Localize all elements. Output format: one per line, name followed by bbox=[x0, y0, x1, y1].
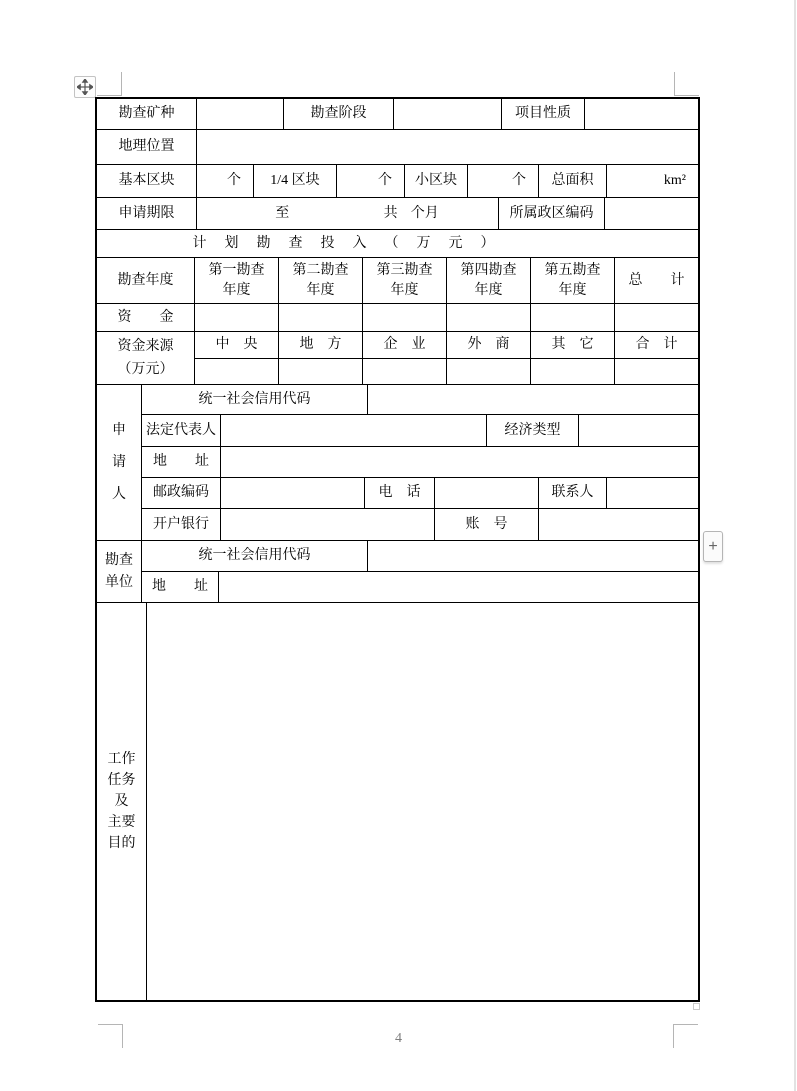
source-total-label: 合 计 bbox=[635, 337, 678, 352]
applicant-char-3: 人 bbox=[112, 486, 126, 502]
source-enterprise-label: 企 业 bbox=[363, 332, 447, 358]
agency-section-label bbox=[97, 541, 142, 602]
fund-year-5-cell[interactable] bbox=[531, 304, 615, 331]
contact-cell[interactable] bbox=[607, 478, 698, 508]
insert-button[interactable]: + bbox=[703, 531, 723, 562]
fund-year-3-cell[interactable] bbox=[363, 304, 447, 331]
tasks-label-line4: 主要 bbox=[107, 815, 136, 830]
tasks-label-line2: 任务 bbox=[107, 773, 136, 788]
basic-block-label: 基本区块 bbox=[97, 165, 197, 197]
plan-total-header: 总 计 bbox=[628, 272, 685, 288]
mineral-type-label: 勘查矿种 bbox=[97, 99, 197, 129]
quarter-block-label: 1/4 区块 bbox=[254, 165, 337, 197]
tasks-label-line1: 工作 bbox=[107, 752, 136, 767]
applicant-credit-code-row bbox=[142, 385, 698, 415]
row-period bbox=[97, 198, 698, 230]
period-total-text: 共 bbox=[383, 205, 398, 221]
total-area-value-cell[interactable]: km² bbox=[663, 173, 686, 188]
plan-year-3-line1: 第三勘查 bbox=[376, 262, 433, 278]
page-number: 4 bbox=[395, 1031, 402, 1046]
period-label: 申请期限 bbox=[97, 198, 197, 229]
exploration-stage-value-cell[interactable] bbox=[394, 99, 502, 129]
exploration-stage-label: 勘查阶段 bbox=[284, 99, 394, 129]
postal-code-cell[interactable] bbox=[221, 478, 365, 508]
tasks-section bbox=[97, 603, 698, 1000]
tasks-label-line3: 及 bbox=[114, 794, 129, 809]
funding-source-label-line1: 资金来源 bbox=[117, 339, 174, 354]
margin-mark-top-left bbox=[97, 72, 122, 96]
plan-year-5-line2: 年度 bbox=[558, 282, 587, 298]
contact-label: 联系人 bbox=[539, 478, 607, 508]
legal-rep-cell[interactable] bbox=[221, 415, 487, 446]
agency-address-row bbox=[142, 572, 698, 602]
agency-credit-code-label: 统一社会信用代码 bbox=[142, 541, 368, 571]
tasks-content-cell[interactable] bbox=[147, 603, 698, 1000]
applicant-char-2: 请 bbox=[112, 454, 126, 470]
account-cell[interactable] bbox=[539, 509, 698, 540]
plan-year-3-header bbox=[363, 258, 447, 303]
bank-cell[interactable] bbox=[221, 509, 435, 540]
funding-source-header-row bbox=[195, 332, 698, 359]
agency-address-cell[interactable] bbox=[219, 572, 698, 602]
fund-year-2-cell[interactable] bbox=[279, 304, 363, 331]
period-to-text: 至 bbox=[275, 205, 290, 221]
fund-year-4-cell[interactable] bbox=[447, 304, 531, 331]
plan-year-2-line2: 年度 bbox=[306, 282, 335, 298]
margin-mark-top-right bbox=[674, 72, 699, 96]
basic-block-count-cell[interactable]: 个 bbox=[197, 165, 254, 197]
plan-investment-header: 计划勘查投入（万元） bbox=[192, 235, 513, 251]
plan-year-5-line1: 第五勘查 bbox=[544, 262, 601, 278]
quarter-block-count-cell[interactable]: 个 bbox=[337, 165, 405, 197]
bank-label: 开户银行 bbox=[142, 509, 221, 540]
row-blocks bbox=[97, 165, 698, 198]
applicant-section bbox=[97, 385, 698, 541]
funding-source-label bbox=[97, 332, 195, 384]
row-plan-years bbox=[97, 258, 698, 304]
applicant-address-label: 地 址 bbox=[142, 447, 221, 477]
project-nature-value-cell[interactable] bbox=[585, 99, 698, 129]
location-value-cell[interactable] bbox=[197, 130, 698, 164]
tasks-label-line5: 目的 bbox=[107, 836, 136, 851]
small-block-count-cell[interactable]: 个 bbox=[468, 165, 539, 197]
applicant-credit-code-label: 统一社会信用代码 bbox=[142, 385, 368, 414]
applicant-address-cell[interactable] bbox=[221, 447, 698, 477]
funding-source-label-line2: （万元） bbox=[117, 362, 174, 377]
source-central-label: 中 央 bbox=[195, 332, 279, 358]
postal-code-label: 邮政编码 bbox=[142, 478, 221, 508]
applicant-credit-code-cell[interactable] bbox=[368, 385, 698, 414]
plan-year-4-line2: 年度 bbox=[474, 282, 503, 298]
economic-type-label: 经济类型 bbox=[487, 415, 579, 446]
applicant-bank-row bbox=[142, 509, 698, 540]
plan-year-1-line1: 第一勘查 bbox=[208, 262, 265, 278]
page-edge-line bbox=[794, 0, 796, 1091]
funds-label: 资 金 bbox=[97, 304, 195, 331]
row-mineral bbox=[97, 99, 698, 130]
agency-credit-code-cell[interactable] bbox=[368, 541, 698, 571]
source-other-cell[interactable] bbox=[531, 359, 615, 384]
table-move-handle[interactable] bbox=[74, 76, 96, 98]
agency-label-line2: 单位 bbox=[105, 574, 133, 590]
funding-source-value-row bbox=[195, 359, 698, 384]
agency-label-line1: 勘查 bbox=[105, 552, 133, 568]
source-total-cell[interactable] bbox=[615, 359, 698, 384]
source-foreign-cell[interactable] bbox=[447, 359, 531, 384]
total-area-label: 总面积 bbox=[539, 165, 607, 197]
agency-address-label: 地 址 bbox=[142, 572, 219, 602]
plan-year-4-header bbox=[447, 258, 531, 303]
agency-credit-code-row bbox=[142, 541, 698, 572]
row-funds bbox=[97, 304, 698, 332]
project-nature-label: 项目性质 bbox=[502, 99, 585, 129]
plan-year-3-line2: 年度 bbox=[390, 282, 419, 298]
applicant-section-label bbox=[97, 385, 142, 540]
plan-year-4-line1: 第四勘查 bbox=[460, 262, 517, 278]
exploration-application-form bbox=[95, 97, 700, 1002]
fund-total-cell[interactable] bbox=[615, 304, 698, 331]
source-other-label: 其 它 bbox=[531, 332, 615, 358]
account-label: 账 号 bbox=[435, 509, 539, 540]
source-foreign-label: 外 商 bbox=[447, 332, 531, 358]
row-funding-sources bbox=[97, 332, 698, 385]
plan-year-col-label: 勘查年度 bbox=[97, 258, 195, 303]
small-block-label: 小区块 bbox=[405, 165, 468, 197]
plan-year-2-line1: 第二勘查 bbox=[292, 262, 349, 278]
applicant-legal-rep-row bbox=[142, 415, 698, 447]
fund-year-1-cell[interactable] bbox=[195, 304, 279, 331]
period-value-cell[interactable] bbox=[197, 198, 499, 229]
plan-year-1-line2: 年度 bbox=[222, 282, 251, 298]
applicant-char-1: 申 bbox=[112, 422, 126, 438]
applicant-address-row bbox=[142, 447, 698, 478]
phone-cell[interactable] bbox=[435, 478, 539, 508]
plan-year-1-header bbox=[195, 258, 279, 303]
source-central-cell[interactable] bbox=[195, 359, 279, 384]
agency-section bbox=[97, 541, 698, 603]
row-location bbox=[97, 130, 698, 165]
row-plan-header bbox=[97, 230, 698, 258]
move-icon bbox=[77, 79, 93, 95]
source-enterprise-cell[interactable] bbox=[363, 359, 447, 384]
location-label: 地理位置 bbox=[97, 130, 197, 164]
table-resize-handle[interactable] bbox=[693, 1003, 700, 1010]
plan-year-2-header bbox=[279, 258, 363, 303]
legal-rep-label: 法定代表人 bbox=[142, 415, 221, 446]
region-code-value-cell[interactable] bbox=[605, 198, 698, 229]
applicant-postal-row bbox=[142, 478, 698, 509]
region-code-label: 所属政区编码 bbox=[499, 198, 605, 229]
period-months-text: 个月 bbox=[410, 205, 439, 221]
source-local-label: 地 方 bbox=[279, 332, 363, 358]
source-local-cell[interactable] bbox=[279, 359, 363, 384]
economic-type-cell[interactable] bbox=[579, 415, 698, 446]
phone-label: 电 话 bbox=[365, 478, 435, 508]
mineral-type-value-cell[interactable] bbox=[197, 99, 284, 129]
plan-year-5-header bbox=[531, 258, 615, 303]
tasks-section-label bbox=[97, 603, 147, 1000]
